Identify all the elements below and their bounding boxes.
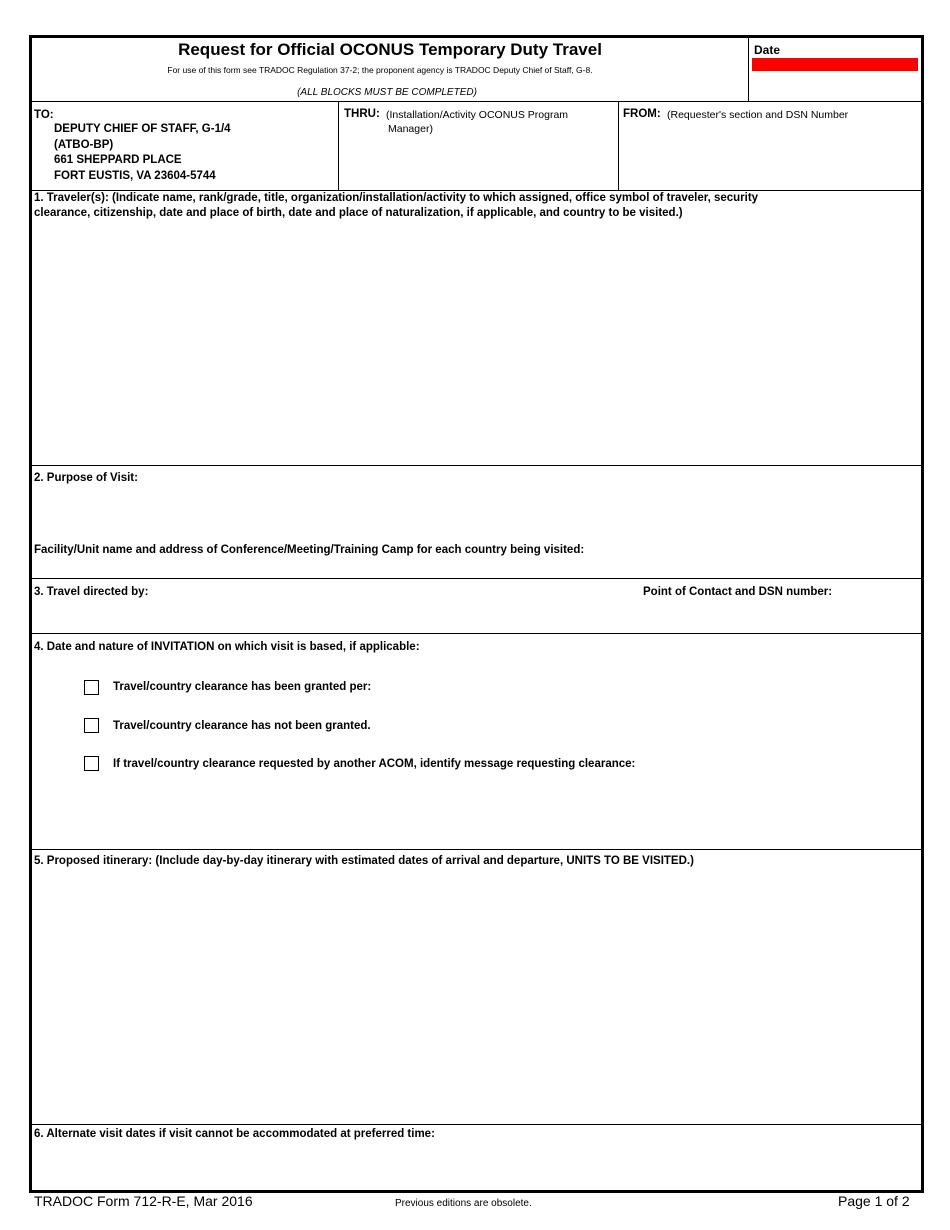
invitation-label: 4. Date and nature of INVITATION on which visit is based, if applicable: <box>34 641 420 653</box>
clearance-granted-checkbox[interactable] <box>84 680 99 695</box>
travelers-label: 1. Traveler(s): (Indicate name, rank/grade, title, organization/installation/activity to which assigned, office symbol of traveler, security <box>34 192 759 204</box>
itinerary-label: 5. Proposed itinerary: (Include day-by-day itinerary with estimated dates of arrival and departure, UNITS TO BE VISITED.) <box>34 855 694 867</box>
acom-message-field[interactable] <box>112 776 918 846</box>
from-hint: (Requester's section and DSN Number <box>667 109 849 121</box>
section1-separator <box>32 465 921 466</box>
poc-label: Point of Contact and DSN number: <box>643 586 833 598</box>
facility-field[interactable] <box>34 560 918 576</box>
to-address-line: FORT EUSTIS, VA 23604-5744 <box>54 169 216 182</box>
section5-separator <box>32 1124 921 1125</box>
purpose-field[interactable] <box>34 488 918 540</box>
all-blocks-note: (ALL BLOCKS MUST BE COMPLETED) <box>297 87 477 98</box>
clearance-not-granted-checkbox[interactable] <box>84 718 99 733</box>
section2-separator <box>32 578 921 579</box>
clearance-not-granted-label: Travel/country clearance has not been granted. <box>113 720 371 732</box>
form-subtitle: For use of this form see TRADOC Regulation 37-2; the proponent agency is TRADOC Deputy Chief of Staff, G-8. <box>167 65 593 75</box>
thru-hint: (Installation/Activity OCONUS Program <box>386 109 569 121</box>
address-separator <box>32 190 921 191</box>
clearance-granted-label: Travel/country clearance has been granted per: <box>113 681 372 693</box>
to-address-line: DEPUTY CHIEF OF STAFF, G-1/4 <box>54 123 231 135</box>
thru-field[interactable] <box>342 138 612 186</box>
form-id: TRADOC Form 712-R-E, Mar 2016 <box>34 1193 253 1209</box>
itinerary-field[interactable] <box>34 872 918 1122</box>
section3-separator <box>32 633 921 634</box>
obsolete-note: Previous editions are obsolete. <box>395 1198 532 1209</box>
travelers-label-continued: clearance, citizenship, date and place of birth, date and place of naturalization, if applicable, and country to be visited.) <box>34 207 683 219</box>
date-label: Date <box>754 43 781 57</box>
form-title: Request for Official OCONUS Temporary Duty Travel <box>178 40 602 59</box>
to-address-line: 661 SHEPPARD PLACE <box>54 154 182 166</box>
travel-directed-label: 3. Travel directed by: <box>34 586 149 598</box>
section4-separator <box>32 849 921 850</box>
thru-from-divider <box>618 101 619 190</box>
form-container <box>29 35 924 1193</box>
purpose-label: 2. Purpose of Visit: <box>34 472 138 484</box>
to-address-line: (ATBO-BP) <box>54 138 114 151</box>
header-separator <box>32 101 921 102</box>
alternate-dates-label: 6. Alternate visit dates if visit cannot be accommodated at preferred time: <box>34 1128 435 1140</box>
page-number: Page 1 of 2 <box>838 1193 910 1209</box>
thru-label: THRU: <box>344 108 380 120</box>
poc-field[interactable] <box>643 602 917 630</box>
alternate-dates-field[interactable] <box>34 1144 918 1188</box>
from-field[interactable] <box>622 124 917 186</box>
travelers-field[interactable] <box>34 224 918 462</box>
to-thru-divider <box>338 101 339 190</box>
to-label: TO: <box>34 109 54 121</box>
clearance-acom-label: If travel/country clearance requested by another ACOM, identify message requesting clearance: <box>113 758 636 770</box>
from-label: FROM: <box>623 108 661 120</box>
to-address <box>54 122 231 184</box>
travel-directed-field[interactable] <box>34 602 634 630</box>
header-divider <box>748 38 749 101</box>
date-field[interactable] <box>752 58 918 71</box>
invitation-field[interactable] <box>34 658 918 678</box>
thru-hint-continued: Manager) <box>388 123 433 135</box>
clearance-acom-checkbox[interactable] <box>84 756 99 771</box>
facility-label: Facility/Unit name and address of Conference/Meeting/Training Camp for each country being visited: <box>34 544 585 556</box>
